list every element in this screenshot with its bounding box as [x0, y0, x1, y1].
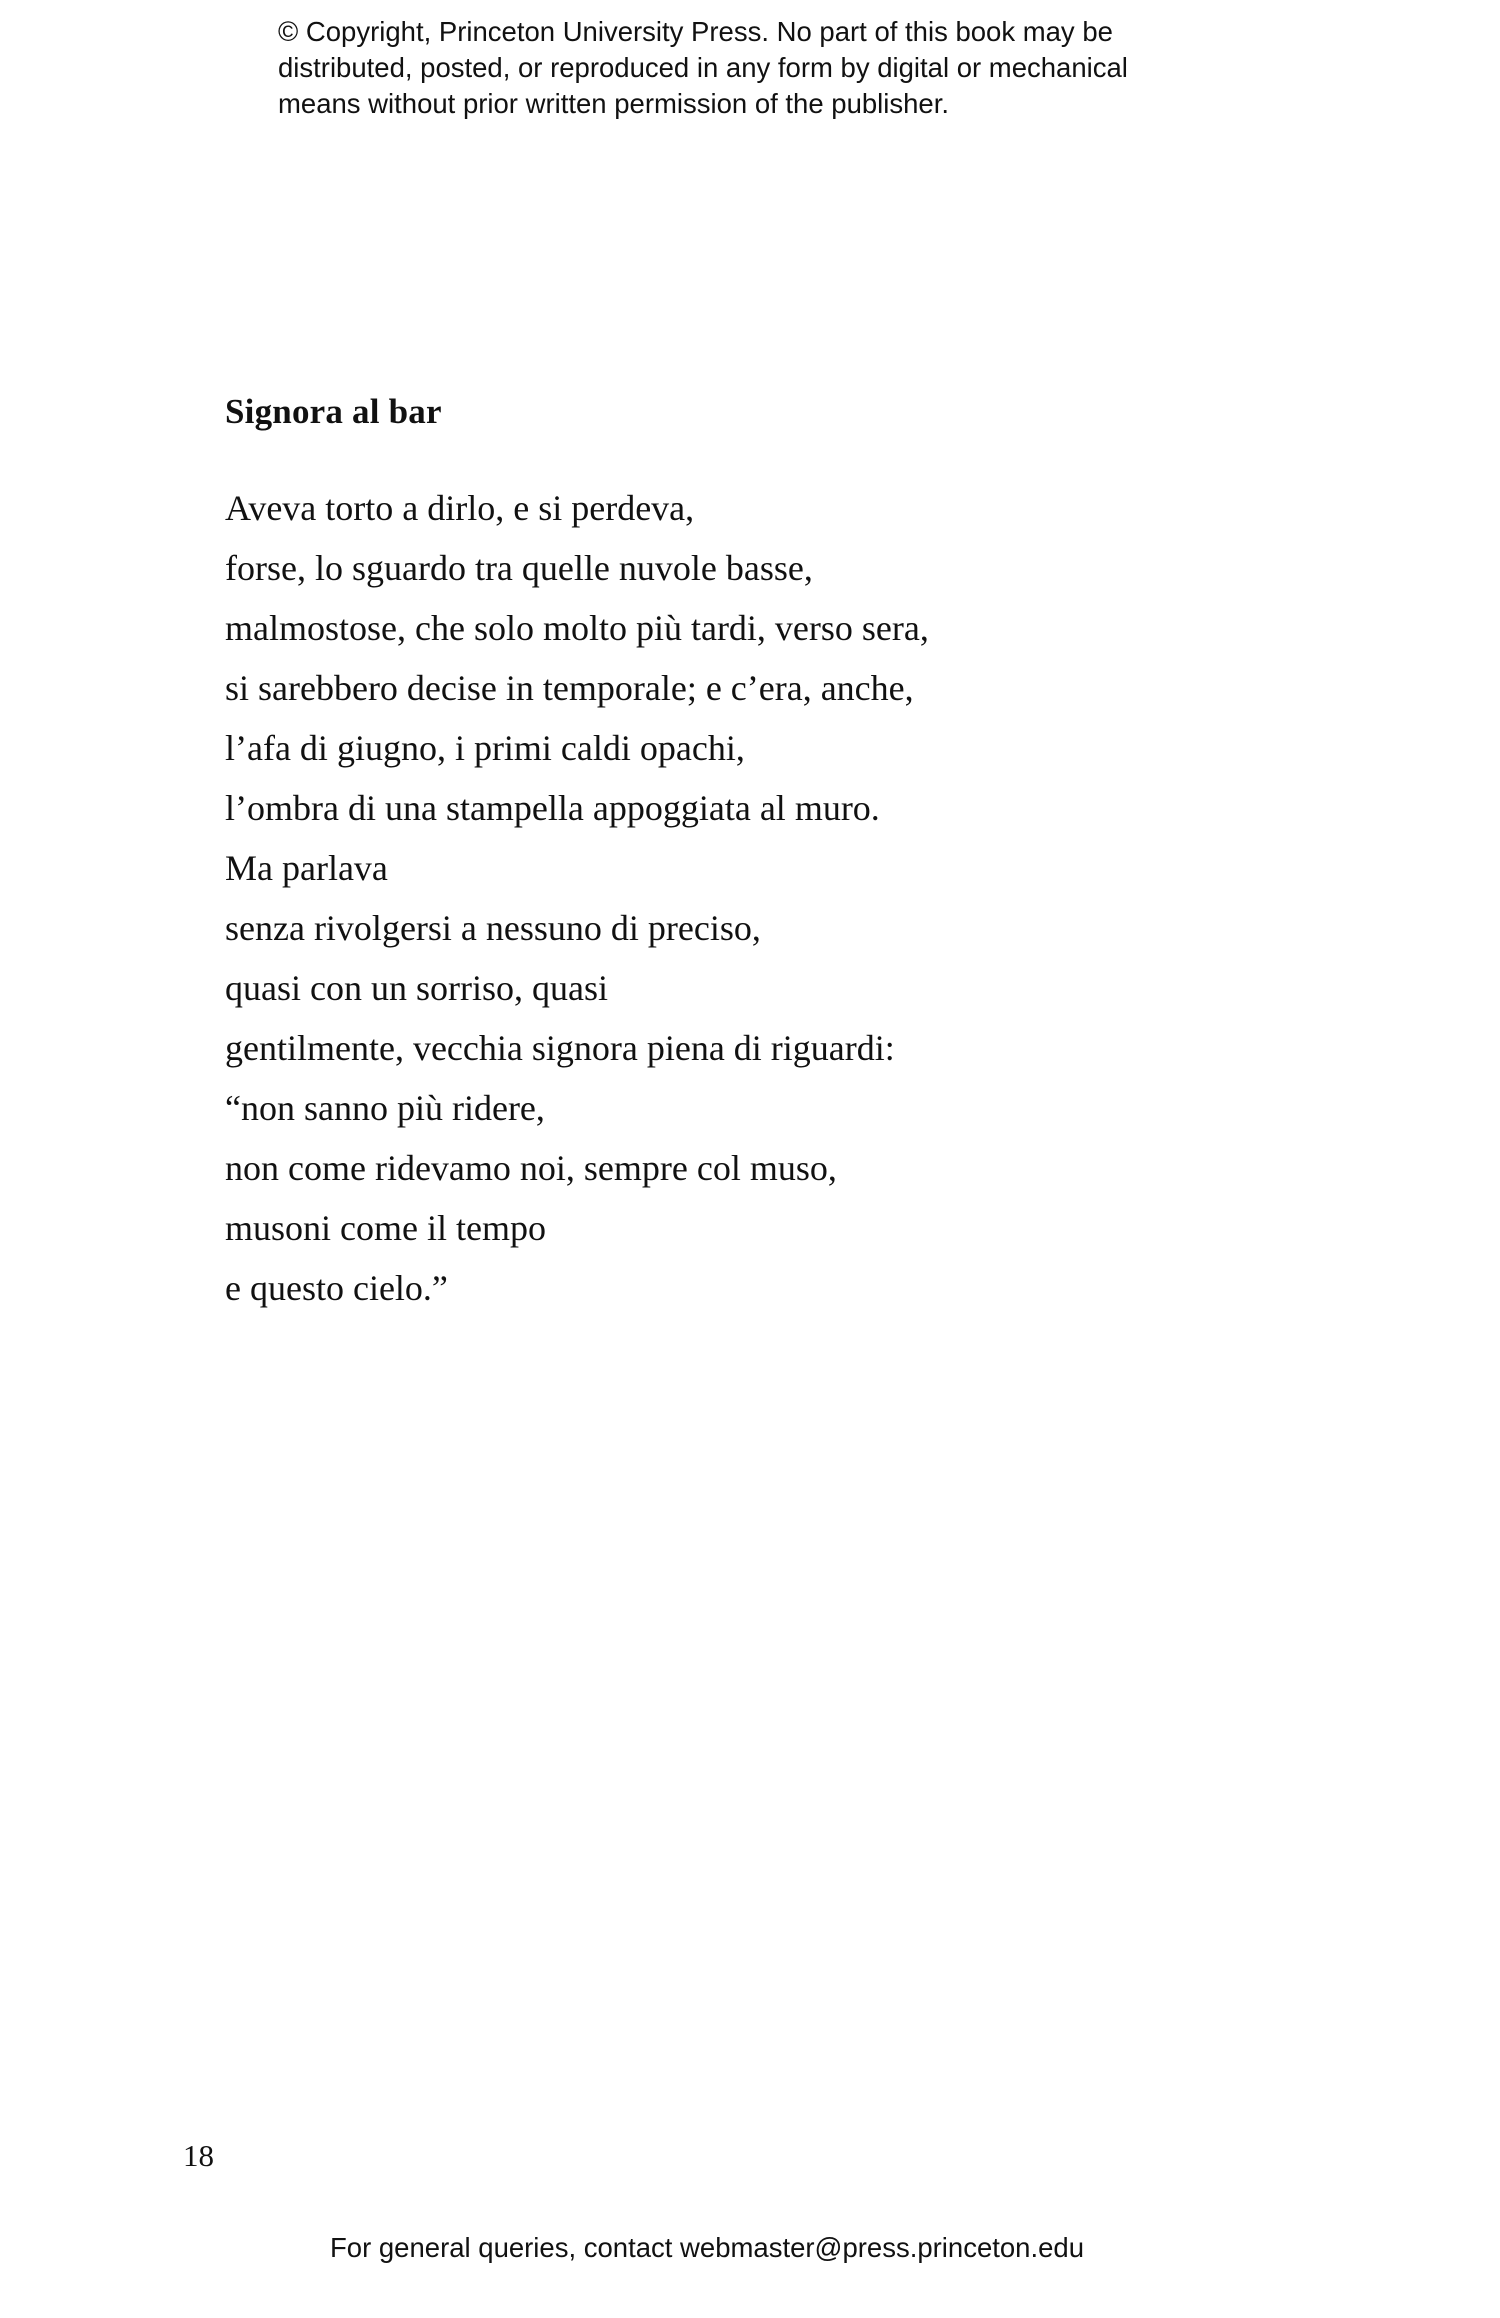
poem-line: musoni come il tempo: [225, 1208, 546, 1248]
poem-line: e questo cielo.”: [225, 1268, 448, 1308]
poem-line: Ma parlava: [225, 848, 388, 888]
poem-line: non come ridevamo noi, sempre col muso,: [225, 1148, 837, 1188]
footer-contact: For general queries, contact webmaster@press.princeton.edu: [330, 2232, 1084, 2263]
poem-line: senza rivolgersi a nessuno di preciso,: [225, 908, 761, 948]
poem-title: Signora al bar: [225, 392, 442, 431]
poem-line: “non sanno più ridere,: [225, 1088, 545, 1128]
poem-line: gentilmente, vecchia signora piena di riguardi:: [225, 1028, 895, 1068]
poem-line: quasi con un sorriso, quasi: [225, 968, 608, 1008]
poem-line: l’afa di giugno, i primi caldi opachi,: [225, 728, 745, 768]
page-number: 18: [183, 2138, 214, 2173]
copyright-notice: [278, 14, 1128, 122]
poem-line: Aveva torto a dirlo, e si perdeva,: [225, 488, 695, 528]
poem-line: malmostose, che solo molto più tardi, verso sera,: [225, 608, 929, 648]
copyright-line: distributed, posted, or reproduced in any form by digital or mechanical: [278, 52, 1128, 83]
poem-body: [225, 478, 929, 1318]
copyright-line: means without prior written permission of the publisher.: [278, 88, 950, 119]
poem-line: si sarebbero decise in temporale; e c’era, anche,: [225, 668, 914, 708]
poem-line: forse, lo sguardo tra quelle nuvole basse,: [225, 548, 813, 588]
copyright-line: © Copyright, Princeton University Press. No part of this book may be: [278, 16, 1113, 47]
poem-line: l’ombra di una stampella appoggiata al muro.: [225, 788, 880, 828]
